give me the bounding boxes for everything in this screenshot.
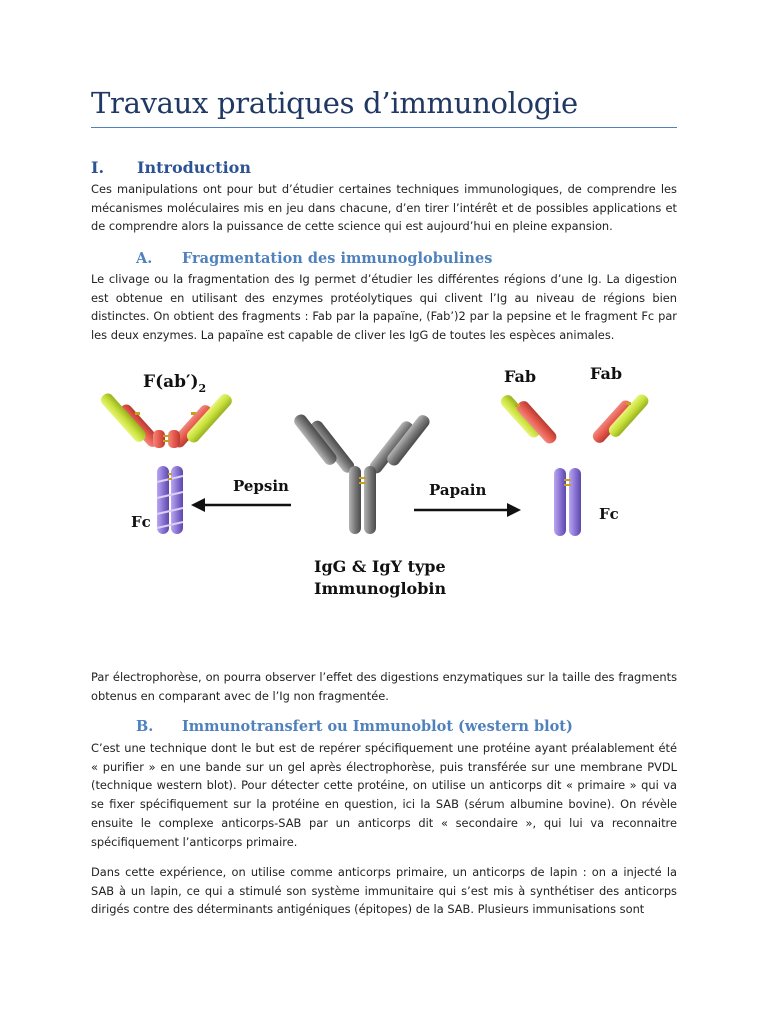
pepsin-arrow	[191, 498, 291, 512]
fab2-label-main: F(ab′)	[143, 372, 199, 392]
subsection-heading-immunoblot	[136, 718, 573, 735]
figure-caption-line2: Immunoglobin	[314, 579, 447, 598]
fab-label-right: Fab	[590, 364, 623, 383]
immunoglobulin-fragmentation-figure	[91, 352, 677, 614]
subsection-number: A.	[136, 250, 153, 267]
whole-immunoglobulin	[292, 412, 432, 534]
fab-label-left: Fab	[504, 367, 537, 386]
papain-label: Papain	[429, 481, 487, 499]
title-underline	[91, 127, 677, 128]
figure-illustration	[91, 352, 677, 614]
fc-fragment-right	[554, 468, 581, 536]
pepsin-label: Pepsin	[233, 477, 289, 495]
fc-fragment-left	[157, 466, 183, 534]
fc-label-right: Fc	[599, 505, 619, 523]
electrophoresis-paragraph: Par électrophorèse, on pourra observer l’effet des digestions enzymatiques sur la taille des fragments obtenus en comparant avec de l’Ig non fragmentée.	[91, 670, 677, 703]
section-title: Introduction	[137, 158, 251, 177]
subsection-title: Fragmentation des immunoglobulines	[182, 250, 493, 267]
subsection-heading-fragmentation	[136, 250, 492, 267]
introduction-paragraph: Ces manipulations ont pour but d’étudier certaines techniques immunologiques, de comprendre les mécanismes moléculaires mis en jeu dans chacune, d’en tirer l’intérêt et de possibles applications et de comprendre alors la puissance de cette science qui est aujourd’hui en pleine expansion.	[91, 182, 677, 234]
fab-fragment-left	[498, 393, 558, 446]
papain-arrow	[414, 503, 521, 517]
fab2-label	[143, 372, 206, 395]
immunoblot-paragraph-2: Dans cette expérience, on utilise comme anticorps primaire, un anticorps de lapin : on a injecté la SAB à un lapin, ce qui a stimulé son système immunitaire qui s’est mis à synthétiser des anticorps dirigés contre des déterminants antigéniques (épitopes) de la SAB. Plusieurs immunisations sont	[91, 865, 677, 917]
fab2-fragment	[98, 391, 234, 450]
immunoblot-paragraph: C’est une technique dont le but est de repérer spécifiquement une protéine ayant préalablement été « purifier » en une bande sur un gel après électrophorèse, puis transférée sur une membrane PVDL (technique western blot). Pour détecter cette protéine, on utilise un anticorps dit « primaire » qui va se fixer spécifiquement sur la protéine en question, ici la SAB (sérum albumine bovine). On révèle ensuite le complexe anticorps-SAB par un anticorps dit « secondaire », qui lui va reconnaitre spécifiquement l’anticorps primaire.	[91, 741, 677, 849]
fc-label-left: Fc	[131, 513, 151, 531]
page-title: Travaux pratiques d’immunologie	[91, 86, 578, 120]
figure-caption-line1: IgG & IgY type	[314, 557, 446, 576]
fab-fragment-right	[590, 392, 650, 445]
fab2-label-subscript: 2	[198, 382, 207, 395]
section-heading-introduction	[91, 158, 251, 177]
subsection-number: B.	[136, 718, 154, 735]
subsection-title: Immunotransfert ou Immunoblot (western blot)	[182, 718, 573, 735]
fragmentation-paragraph: Le clivage ou la fragmentation des Ig permet d’étudier les différentes régions d’une Ig. La digestion est obtenue en utilisant des enzymes protéolytiques qui clivent l’Ig au niveau de régions bien distinctes. On obtient des fragments : Fab par la papaïne, (Fab’)2 par la pepsine et le fragment Fc par les deux enzymes. La papaïne est capable de cliver les IgG de toutes les espèces animales.	[91, 272, 677, 343]
section-number: I.	[91, 158, 105, 177]
